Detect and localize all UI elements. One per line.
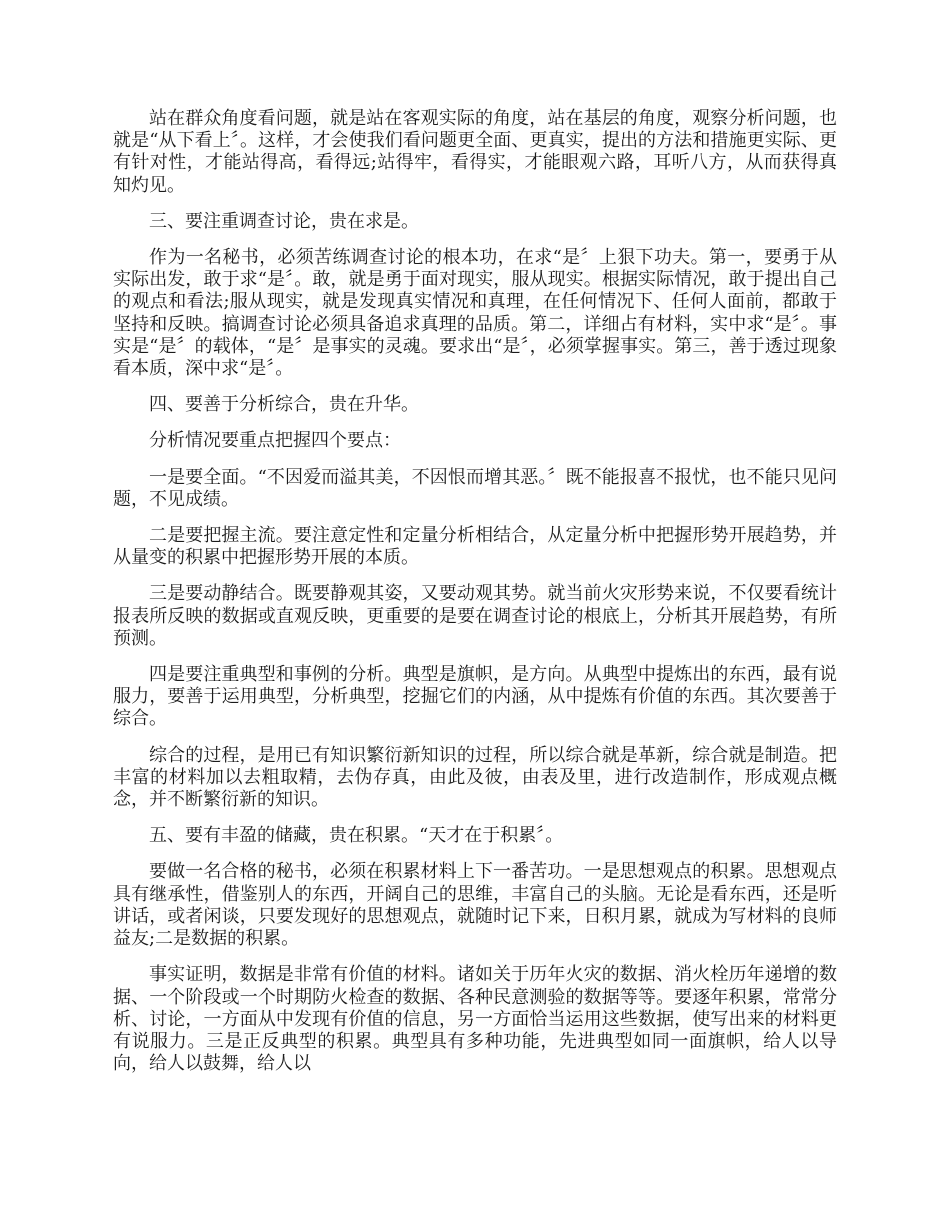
section-heading-5: 五、要有丰盈的储藏，贵在积累。“天才在于积累〞。 bbox=[149, 825, 564, 847]
section-heading-3: 三、要注重调查讨论，贵在求是。 bbox=[149, 210, 419, 232]
paragraph-1: 站在群众角度看问题，就是站在客观实际的角度，站在基层的角度，观察分析问题，也就是“从下看上〞。这样，才会使我们看问题更全面、更真实，提出的方法和措施更实际、更有针对性，才能站得高，看得远;站得牢，看得实，才能眼观六路，耳听八方，从而获得真知灼见。 bbox=[113, 108, 837, 196]
section-heading-4: 四、要善于分析综合，贵在升华。 bbox=[149, 394, 419, 416]
paragraph-6: 三是要动静结合。既要静观其姿，又要动观其势。就当前火灾形势来说，不仅要看统计报表所反映的数据或直观反映，更重要的是要在调查讨论的根底上，分析其开展趋势，有所预测。 bbox=[113, 583, 837, 649]
paragraph-8: 综合的过程，是用已有知识繁衍新知识的过程，所以综合就是革新，综合就是制造。把丰富的材料加以去粗取精，去伪存真，由此及彼，由表及里，进行改造制作，形成观点概念，并不断繁衍新的知识。 bbox=[113, 744, 837, 811]
document-body bbox=[113, 108, 837, 1089]
paragraph-3: 分析情况要重点把握四个要点： bbox=[149, 430, 401, 452]
paragraph-2: 作为一名秘书，必须苦练调查讨论的根本功，在求“是〞上狠下功夫。第一，要勇于从实际出发，敢于求“是〞。敢，就是勇于面对现实，服从现实。根据实际情况，敢于提出自己的观点和看法;服从现实，就是发现真实情况和真理，在任何情况下、任何人面前，都敢于坚持和反映。搞调查讨论必须具备追求真理的品质。第二，详细占有材料，实中求“是〞。事实是“是〞的载体，“是〞是事实的灵魂。要求出“是〞，必须掌握事实。第三，善于透过现象看本质，深中求“是〞。 bbox=[113, 247, 837, 380]
paragraph-7: 四是要注重典型和事例的分析。典型是旗帜，是方向。从典型中提炼出的东西，最有说服力，要善于运用典型，分析典型，挖掘它们的内涵，从中提炼有价值的东西。其次要善于综合。 bbox=[113, 664, 837, 730]
paragraph-5: 二是要把握主流。要注意定性和定量分析相结合，从定量分析中把握形势开展趋势，并从量变的积累中把握形势开展的本质。 bbox=[113, 525, 837, 569]
paragraph-9: 要做一名合格的秘书，必须在积累材料上下一番苦功。一是思想观点的积累。思想观点具有继承性，借鉴别人的东西，开阔自己的思维，丰富自己的头脑。无论是看东西，还是听讲话，或者闲谈，只要发现好的思想观点，就随时记下来，日积月累，就成为写材料的良师益友;二是数据的积累。 bbox=[113, 861, 837, 950]
paragraph-10: 事实证明，数据是非常有价值的材料。诸如关于历年火灾的数据、消火栓历年递增的数据、一个阶段或一个时期防火检查的数据、各种民意测验的数据等等。要逐年积累，常常分析、讨论，一方面从中发现有价值的信息，另一方面恰当运用这些数据，使写出来的材料更有说服力。三是正反典型的积累。典型具有多种功能，先进典型如同一面旗帜，给人以导向，给人以鼓舞，给人以 bbox=[113, 964, 837, 1075]
paragraph-4: 一是要全面。“不因爱而溢其美，不因恨而增其恶。〞既不能报喜不报忧，也不能只见问题，不见成绩。 bbox=[113, 466, 837, 510]
